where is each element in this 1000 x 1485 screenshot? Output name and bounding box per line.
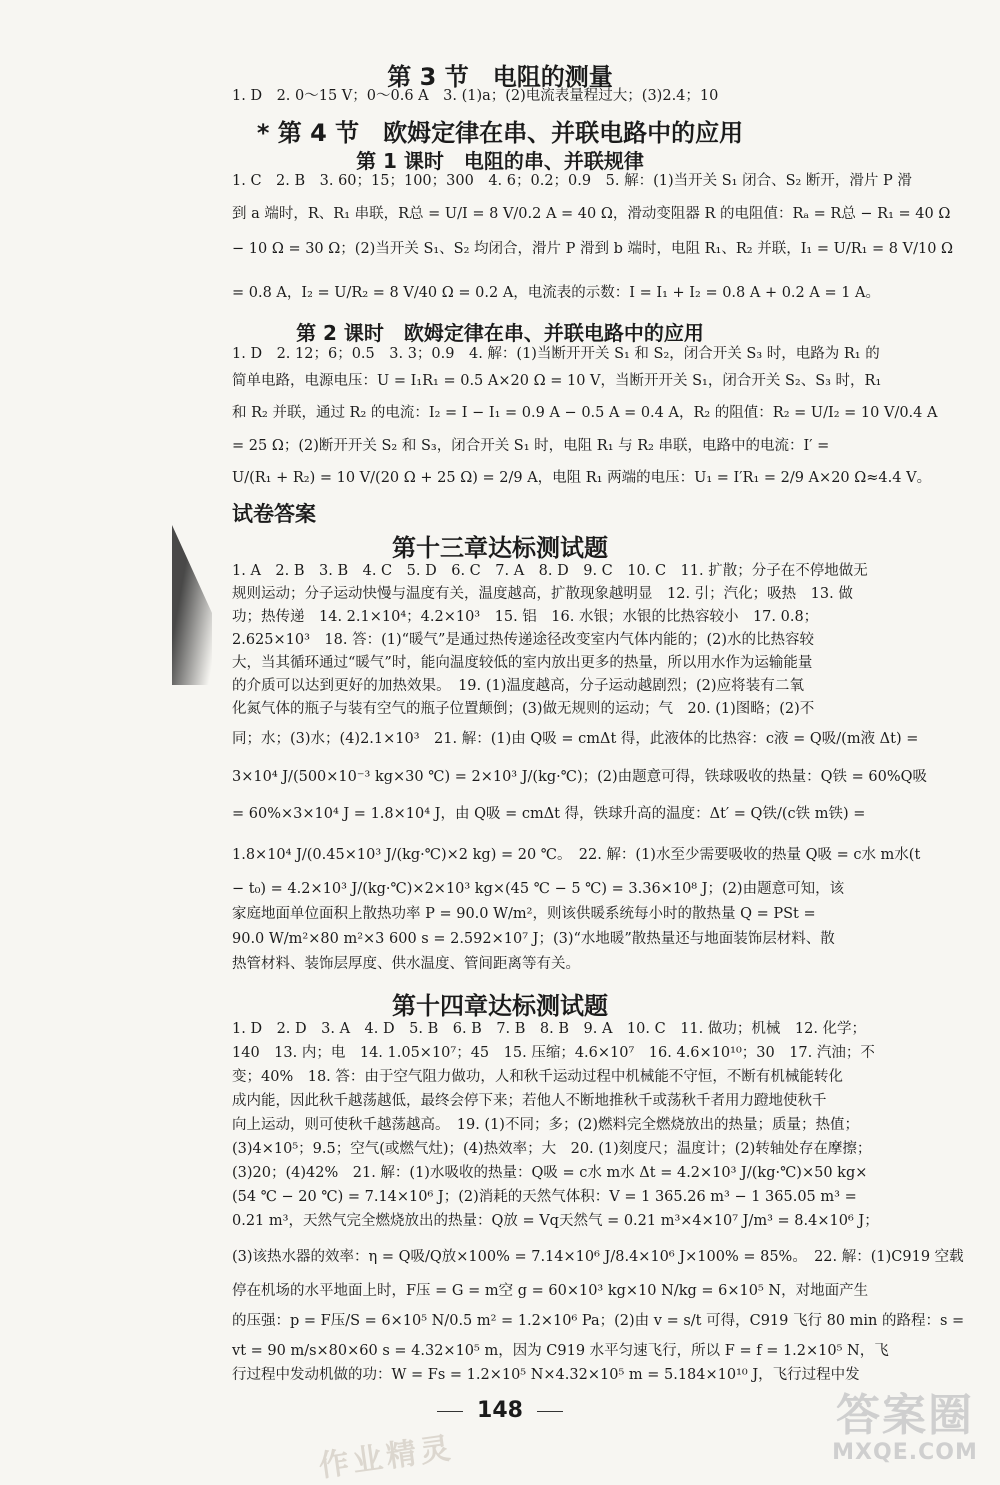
chapter-13-line: 化氮气体的瓶子与装有空气的瓶子位置颠倒；(3)做无规则的运动；气 20. (1)图略；(2)不 [232,701,815,717]
chapter-13-line: 90.0 W/m²×80 m²×3 600 s = 2.592×10⁷ J；(3)“水地暖”散热量还与地面装饰层材料、散 [232,931,835,947]
chapter-14-line: (3)20；(4)42% 21. 解：(1)水吸收的热量：Q吸 = c水 m水 Δt = 4.2×10³ J/(kg·℃)×50 kg× [232,1165,868,1181]
chapter-14-line: 行过程中发动机做的功：W = Fs = 1.2×10⁵ N×4.32×10⁵ m = 5.184×10¹⁰ J，飞行过程中发 [232,1367,860,1383]
chapter-13-line: 3×10⁴ J/(500×10⁻³ kg×30 ℃) = 2×10³ J/(kg·℃)；(2)由题意可得，铁球吸收的热量：Q铁 = 60%Q吸 [232,769,928,785]
lesson-2-line: 1. D 2. 12；6；0.5 3. 3；0.9 4. 解：(1)当断开开关 S₁ 和 S₂，闭合开关 S₃ 时，电路为 R₁ 的 [232,346,880,362]
chapter-13-line: − t₀) = 4.2×10³ J/(kg·℃)×2×10³ kg×(45 ℃ − 5 ℃) = 3.36×10⁸ J；(2)由题意可知，该 [232,881,845,897]
chapter-14-line: vt = 90 m/s×80×60 s = 4.32×10⁵ m，因为 C919 水平匀速飞行，所以 F = f = 1.2×10⁵ N，飞 [232,1343,889,1359]
page-number-dash-left [437,1411,463,1412]
lesson-2-line: U/(R₁ + R₂) = 10 V/(20 Ω + 25 Ω) = 2/9 A，电阻 R₁ 两端的电压：U₁ = I′R₁ = 2/9 A×20 Ω≈4.4 V。 [232,470,932,486]
watermark-logo-url: MXQE.COM [832,1440,978,1465]
lesson-2-line: 和 R₂ 并联，通过 R₂ 的电流：I₂ = I − I₁ = 0.9 A − 0.5 A = 0.4 A，R₂ 的阻值：R₂ = U/I₂ = 10 V/0.4 A [232,405,938,421]
section-3-answers: 1. D 2. 0～15 V；0～0.6 A 3. (1)a；(2)电流表量程过大；(3)2.4；10 [232,88,719,104]
lesson-2-line: 简单电路，电源电压：U = I₁R₁ = 0.5 A×20 Ω = 10 V，当断开开关 S₁，闭合开关 S₂、S₃ 时，R₁ [232,373,882,389]
chapter-14-line: 1. D 2. D 3. A 4. D 5. B 6. B 7. B 8. B 9. A 10. C 11. 做功；机械 12. 化学； [232,1021,867,1037]
chapter-13-line: 功；热传递 14. 2.1×10⁴；4.2×10³ 15. 铝 16. 水银；水银的比热容较小 17. 0.8； [232,609,819,625]
exam-answers-heading: 试卷答案 [232,502,316,526]
watermark-logo [815,1392,995,1465]
chapter-13-line: 的介质可以达到更好的加热效果。 19. (1)温度越高，分子运动越剧烈；(2)应将装有二氧 [232,678,804,694]
chapter-13-line: 热管材料、装饰层厚度、供水温度、管间距离等有关。 [232,956,580,972]
lesson-2-line: = 25 Ω；(2)断开开关 S₂ 和 S₃，闭合开关 S₁ 时，电阻 R₁ 与 R₂ 串联，电路中的电流：I′ = [232,438,830,454]
lesson-2-title: 第 2 课时 欧姆定律在串、并联电路中的应用 [296,321,704,345]
section-3-title: 第 3 节 电阻的测量 [387,63,613,91]
lesson-1-line: − 10 Ω = 30 Ω；(2)当开关 S₁、S₂ 均闭合，滑片 P 滑到 b 端时，电阻 R₁、R₂ 并联，I₁ = U/R₁ = 8 V/10 Ω [232,241,954,257]
chapter-14-line: 向上运动，则可使秋千越荡越高。 19. (1)不同；多；(2)燃料完全燃烧放出的热量；质量；热值； [232,1117,859,1133]
chapter-13-line: 1.8×10⁴ J/(0.45×10³ J/(kg·℃)×2 kg) = 20 ℃。 22. 解：(1)水至少需要吸收的热量 Q吸 = c水 m水(t [232,847,921,863]
watermark-logo-big: 答案圈 [836,1390,974,1441]
chapter-14-line: 140 13. 内；电 14. 1.05×10⁷；45 15. 压缩；4.6×10⁷ 16. 4.6×10¹⁰；30 17. 汽油；不 [232,1045,875,1061]
chapter-13-line: 规则运动；分子运动快慢与温度有关，温度越高，扩散现象越明显 12. 引；汽化；吸热 13. 做 [232,586,853,602]
chapter-14-line: 变；40% 18. 答：由于空气阻力做功，人和秋千运动过程中机械能不守恒，不断有机械能转化 [232,1069,843,1085]
chapter-14-line: 停在机场的水平地面上时，F压 = G = m空 g = 60×10³ kg×10 N/kg = 6×10⁵ N，对地面产生 [232,1283,869,1299]
chapter-13-line: 2.625×10³ 18. 答：(1)“暖气”是通过热传递途径改变室内气体内能的；(2)水的比热容较 [232,632,814,648]
chapter-14-line: 成内能，因此秋千越荡越低，最终会停下来；若他人不断地推秋千或荡秋千者用力蹬地使秋千 [232,1093,827,1109]
watermark-left: 作业精灵 [316,1430,457,1485]
chapter-14-line: (3)该热水器的效率：η = Q吸/Q放×100% = 7.14×10⁶ J/8.4×10⁶ J×100% = 85%。 22. 解：(1)C919 空载 [232,1249,964,1265]
chapter-14-line: (54 ℃ − 20 ℃) = 7.14×10⁶ J；(2)消耗的天然气体积：V = 1 365.26 m³ − 1 365.05 m³ = [232,1189,857,1205]
lesson-1-line: = 0.8 A，I₂ = U/R₂ = 8 V/40 Ω = 0.2 A，电流表的示数：I = I₁ + I₂ = 0.8 A + 0.2 A = 1 A。 [232,285,881,301]
chapter-13-line: = 60%×3×10⁴ J = 1.8×10⁴ J，由 Q吸 = cmΔt 得，铁球升高的温度：Δt′ = Q铁/(c铁 m铁) = [232,806,866,822]
page-number-dash-right [537,1411,563,1412]
chapter-13-line: 1. A 2. B 3. B 4. C 5. D 6. C 7. A 8. D 9. C 10. C 11. 扩散；分子在不停地做无 [232,563,868,579]
lesson-1-line: 到 a 端时，R、R₁ 串联，R总 = U/I = 8 V/0.2 A = 40 Ω，滑动变阻器 R 的电阻值：Rₐ = R总 − R₁ = 40 Ω [232,206,951,222]
chapter-13-line: 大，当其循环通过“暖气”时，能向温度较低的室内放出更多的热量，所以用水作为运输能量 [232,655,813,671]
chapter-14-line: 0.21 m³，天然气完全燃烧放出的热量：Q放 = Vq天然气 = 0.21 m³×4×10⁷ J/m³ = 8.4×10⁶ J； [232,1213,879,1229]
chapter-14-line: 的压强：p = F压/S = 6×10⁵ N/0.5 m² = 1.2×10⁶ Pa；(2)由 v = s/t 可得，C919 飞行 80 min 的路程：s = [232,1313,965,1329]
section-4-title: * 第 4 节 欧姆定律在串、并联电路中的应用 [256,119,744,147]
page-number-text: 148 [477,1398,523,1423]
chapter-13-title: 第十三章达标测试题 [392,534,608,562]
chapter-13-line: 家庭地面单位面积上散热功率 P = 90.0 W/m²，则该供暖系统每小时的散热量 Q = PSt = [232,906,816,922]
chapter-14-line: (3)4×10⁵；9.5；空气(或燃气灶)；(4)热效率；大 20. (1)刻度尺；温度计；(2)转轴处存在摩擦； [232,1141,872,1157]
lesson-1-title: 第 1 课时 电阻的串、并联规律 [356,149,644,173]
chapter-13-line: 同；水；(3)水；(4)2.1×10³ 21. 解：(1)由 Q吸 = cmΔt 得，此液体的比热容：c液 = Q吸/(m液 Δt) = [232,731,919,747]
lesson-1-line: 1. C 2. B 3. 60；15；100；300 4. 6；0.2；0.9 5. 解：(1)当开关 S₁ 闭合、S₂ 断开，滑片 P 滑 [232,173,912,189]
chapter-14-title: 第十四章达标测试题 [392,992,608,1020]
